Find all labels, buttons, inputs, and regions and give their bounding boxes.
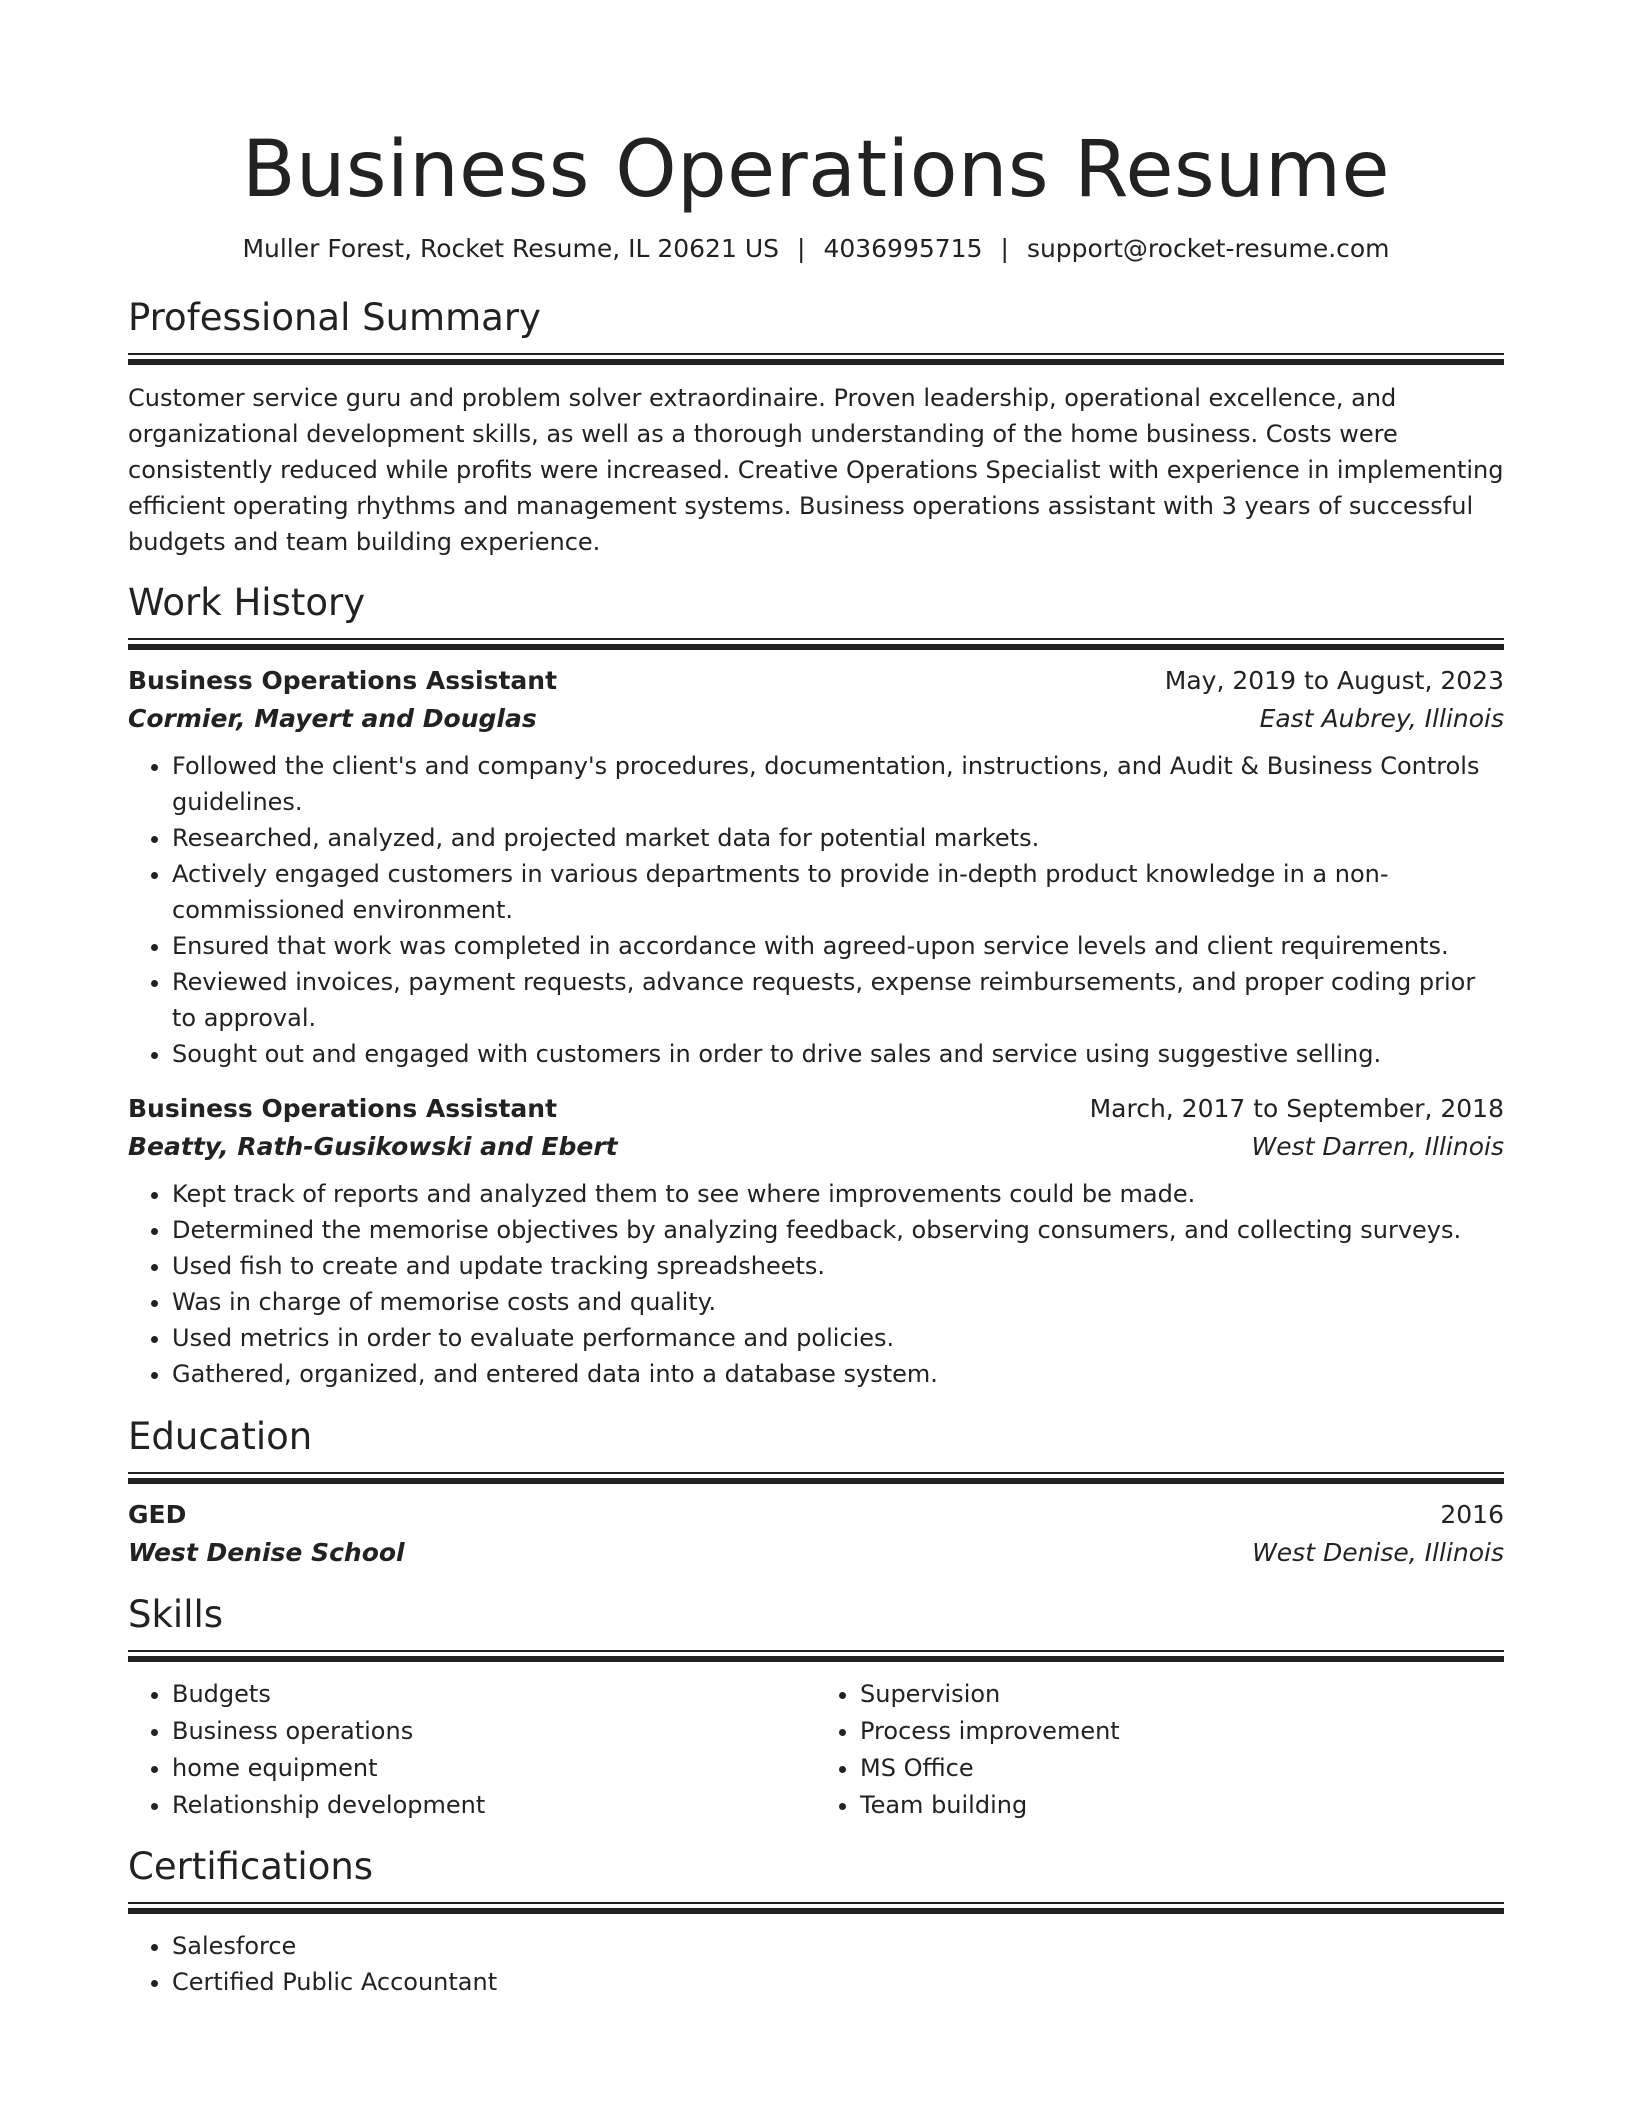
job-location: East Aubrey, Illinois <box>1259 704 1504 733</box>
list-item: • Used metrics in order to evaluate performance and policies. <box>172 1320 1504 1356</box>
list-item: • Supervision <box>860 1676 1504 1713</box>
contact-email[interactable]: support@rocket-resume.com <box>1026 234 1390 263</box>
certifications-list <box>128 1928 1504 2000</box>
list-item: • Sought out and engaged with customers in order to drive sales and service using suggestive selling. <box>172 1036 1504 1072</box>
certifications-section <box>128 1844 1504 2000</box>
resume-title: Business Operations Resume <box>241 125 1391 215</box>
job-company-row <box>128 1128 1504 1166</box>
education-entry <box>128 1496 1504 1572</box>
list-item: • Relationship development <box>172 1787 816 1824</box>
list-item: • Determined the memorise objectives by analyzing feedback, observing consumers, and collecting surveys. <box>172 1212 1504 1248</box>
list-item: • Gathered, organized, and entered data into a database system. <box>172 1356 1504 1392</box>
job-header-row <box>128 662 1504 700</box>
section-divider <box>128 1650 1504 1662</box>
job-bullets <box>128 1176 1504 1392</box>
list-item: • Actively engaged customers in various departments to provide in-depth product knowledge in a non-commissioned environment. <box>172 856 1504 928</box>
summary-section <box>128 295 1504 560</box>
skills-heading: Skills <box>128 1593 224 1636</box>
list-item: • MS Office <box>860 1750 1504 1787</box>
job-entry <box>128 1090 1504 1392</box>
list-item: • home equipment <box>172 1750 816 1787</box>
job-title: Business Operations Assistant <box>128 1094 558 1123</box>
contact-line <box>128 232 1504 266</box>
job-title: Business Operations Assistant <box>128 666 558 695</box>
section-divider <box>128 353 1504 365</box>
job-header-row <box>128 1090 1504 1128</box>
contact-separator: | <box>797 234 806 263</box>
section-divider <box>128 638 1504 650</box>
job-company-row <box>128 700 1504 738</box>
job-location: West Darren, Illinois <box>1251 1132 1504 1161</box>
section-divider <box>128 1472 1504 1484</box>
job-dates: March, 2017 to September, 2018 <box>1089 1094 1504 1123</box>
list-item: • Used fish to create and update tracking spreadsheets. <box>172 1248 1504 1284</box>
education-section <box>128 1414 1504 1572</box>
job-company: Cormier, Mayert and Douglas <box>128 704 537 733</box>
work-history-section <box>128 580 1504 1392</box>
section-divider <box>128 1902 1504 1914</box>
list-item: • Team building <box>860 1787 1504 1824</box>
list-item: • Salesforce <box>172 1928 1504 1964</box>
summary-heading: Professional Summary <box>128 296 541 339</box>
skills-section <box>128 1592 1504 1824</box>
list-item: • Kept track of reports and analyzed them to see where improvements could be made. <box>172 1176 1504 1212</box>
summary-text: Customer service guru and problem solver extraordinaire. Proven leadership, operational excellence, and organizational development skills, as well as a thorough understanding of the home business. Costs were consistently reduced while profits were increased. Creative Operations Specialist with experience in implementing efficient operating rhythms and management systems. Business operations assistant with 3 years of successful budgets and team building experience. <box>128 384 1504 556</box>
contact-separator: | <box>1000 234 1009 263</box>
education-location: West Denise, Illinois <box>1252 1538 1504 1567</box>
job-company: Beatty, Rath-Gusikowski and Ebert <box>128 1132 618 1161</box>
contact-phone: 4036995715 <box>823 234 983 263</box>
education-school: West Denise School <box>128 1538 405 1567</box>
work-history-heading: Work History <box>128 581 366 624</box>
job-dates: May, 2019 to August, 2023 <box>1164 666 1504 695</box>
job-bullets <box>128 748 1504 1072</box>
skills-list-right <box>816 1676 1504 1824</box>
education-school-row <box>128 1534 1504 1572</box>
list-item: • Budgets <box>172 1676 816 1713</box>
list-item: • Followed the client's and company's procedures, documentation, instructions, and Audit & Business Controls guidelines. <box>172 748 1504 820</box>
skills-list-left <box>128 1676 816 1824</box>
education-heading: Education <box>128 1415 313 1458</box>
education-degree: GED <box>128 1500 187 1529</box>
list-item: • Was in charge of memorise costs and quality. <box>172 1284 1504 1320</box>
certifications-heading: Certifications <box>128 1845 374 1888</box>
list-item: • Certified Public Accountant <box>172 1964 1504 2000</box>
contact-address: Muller Forest, Rocket Resume, IL 20621 US <box>242 234 779 263</box>
job-entry <box>128 662 1504 1072</box>
education-header-row <box>128 1496 1504 1534</box>
skills-columns <box>128 1676 1504 1824</box>
list-item: • Researched, analyzed, and projected market data for potential markets. <box>172 820 1504 856</box>
list-item: • Process improvement <box>860 1713 1504 1750</box>
education-year: 2016 <box>1440 1500 1504 1529</box>
list-item: • Business operations <box>172 1713 816 1750</box>
list-item: • Ensured that work was completed in accordance with agreed-upon service levels and client requirements. <box>172 928 1504 964</box>
list-item: • Reviewed invoices, payment requests, advance requests, expense reimbursements, and proper coding prior to approval. <box>172 964 1504 1036</box>
